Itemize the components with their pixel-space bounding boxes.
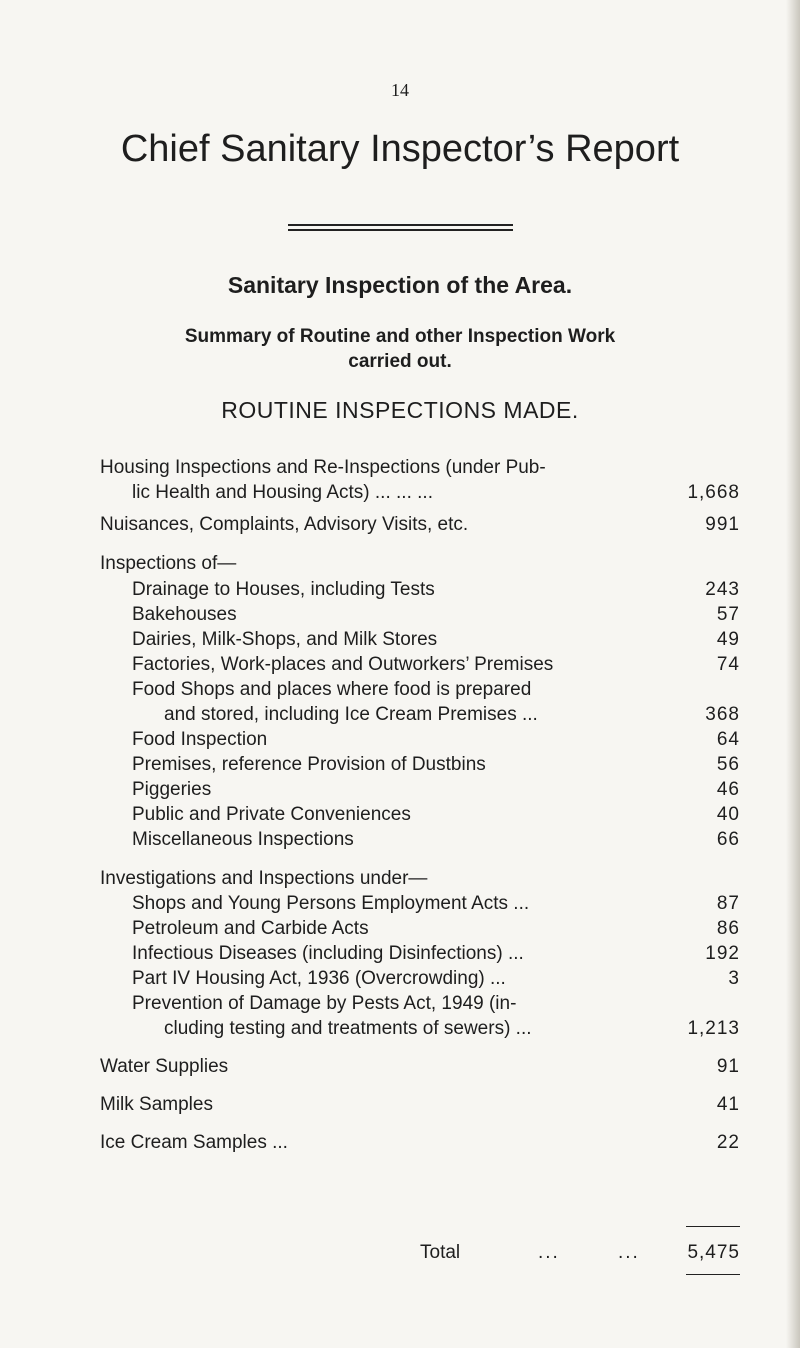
table-row [132, 916, 740, 942]
total-value: 5,475 [687, 1242, 740, 1263]
row-label: Piggeries [132, 779, 212, 800]
row-value: 66 [716, 829, 740, 850]
row-label: Inspections of— [100, 553, 237, 574]
page-edge-shadow [786, 0, 800, 1348]
title-rule-lower [288, 229, 513, 231]
row-value: 22 [716, 1132, 740, 1153]
summary-heading [0, 324, 800, 374]
table-row [100, 1092, 740, 1118]
table-row [132, 752, 740, 778]
row-value: 64 [716, 729, 740, 750]
row-value: 86 [716, 918, 740, 939]
summary-line-2: carried out. [348, 351, 452, 372]
row-label: Water Supplies [100, 1056, 229, 1077]
total-label: Total [420, 1242, 461, 1263]
table-row [100, 1054, 740, 1080]
row-value: 41 [716, 1094, 740, 1115]
total-leader-2: ... [618, 1242, 640, 1263]
row-value: 368 [705, 704, 740, 725]
row-label: Petroleum and Carbide Acts [132, 918, 369, 939]
row-label: and stored, including Ice Cream Premises ... [164, 704, 538, 725]
summary-line-1: Summary of Routine and other Inspection Work [184, 326, 616, 347]
table-row [132, 802, 740, 828]
row-label: Milk Samples [100, 1094, 213, 1115]
table-row [132, 652, 740, 678]
row-label: Housing Inspections and Re-Inspections (under Pub- [100, 457, 546, 478]
row-label: Miscellaneous Inspections [132, 829, 354, 850]
row-value: 56 [716, 754, 740, 775]
row-label: Prevention of Damage by Pests Act, 1949 (in- [132, 993, 517, 1014]
row-value: 991 [705, 514, 740, 535]
table-row [132, 777, 740, 803]
table-row [132, 627, 740, 653]
title-rule-upper [288, 224, 513, 226]
table-row [132, 702, 740, 728]
total-leader: ... [538, 1242, 560, 1263]
row-label: Drainage to Houses, including Tests [132, 579, 435, 600]
table-row [132, 966, 740, 992]
row-label: Nuisances, Complaints, Advisory Visits, etc. [100, 514, 469, 535]
table-row [132, 677, 740, 703]
table-row [100, 1130, 740, 1156]
total-rule-upper [686, 1226, 740, 1227]
row-label: Food Inspection [132, 729, 268, 750]
row-label: Dairies, Milk-Shops, and Milk Stores [132, 629, 438, 650]
table-row [132, 891, 740, 917]
row-label: lic Health and Housing Acts) ... ... ... [132, 482, 433, 503]
row-label: Public and Private Conveniences [132, 804, 411, 825]
table-row [100, 866, 740, 892]
section-heading: Sanitary Inspection of the Area. [227, 272, 573, 298]
row-value: 243 [705, 579, 740, 600]
row-value: 1,668 [687, 482, 740, 503]
table-row [132, 1016, 740, 1042]
table-row [132, 577, 740, 603]
row-label: Factories, Work-places and Outworkers’ Premises [132, 654, 554, 675]
row-label: Bakehouses [132, 604, 237, 625]
row-label: Part IV Housing Act, 1936 (Overcrowding) ... [132, 968, 506, 989]
row-value: 1,213 [687, 1018, 740, 1039]
page-title: Chief Sanitary Inspector’s Report [120, 128, 680, 170]
row-value: 91 [716, 1056, 740, 1077]
table-row [132, 941, 740, 967]
row-value: 40 [716, 804, 740, 825]
row-label: cluding testing and treatments of sewers) ... [164, 1018, 532, 1039]
row-label: Infectious Diseases (including Disinfections) ... [132, 943, 524, 964]
table-row [132, 727, 740, 753]
total-rule-lower [686, 1274, 740, 1275]
row-value: 192 [705, 943, 740, 964]
table-row [100, 512, 740, 538]
row-value: 49 [716, 629, 740, 650]
row-value: 87 [716, 893, 740, 914]
table-row [132, 827, 740, 853]
row-value: 74 [716, 654, 740, 675]
row-label: Premises, reference Provision of Dustbins [132, 754, 486, 775]
table-row [132, 480, 740, 506]
row-value: 46 [716, 779, 740, 800]
table-row [132, 602, 740, 628]
total-row [420, 1240, 740, 1266]
table-row [100, 455, 740, 481]
row-label: Food Shops and places where food is prepared [132, 679, 532, 700]
table-row [132, 991, 740, 1017]
routine-heading: ROUTINE INSPECTIONS MADE. [221, 397, 579, 423]
row-value: 57 [716, 604, 740, 625]
row-label: Investigations and Inspections under— [100, 868, 428, 889]
row-value: 3 [728, 968, 740, 989]
row-label: Ice Cream Samples ... [100, 1132, 288, 1153]
row-label: Shops and Young Persons Employment Acts ... [132, 893, 530, 914]
table-row [100, 551, 740, 577]
page-number: 14 [391, 80, 409, 100]
